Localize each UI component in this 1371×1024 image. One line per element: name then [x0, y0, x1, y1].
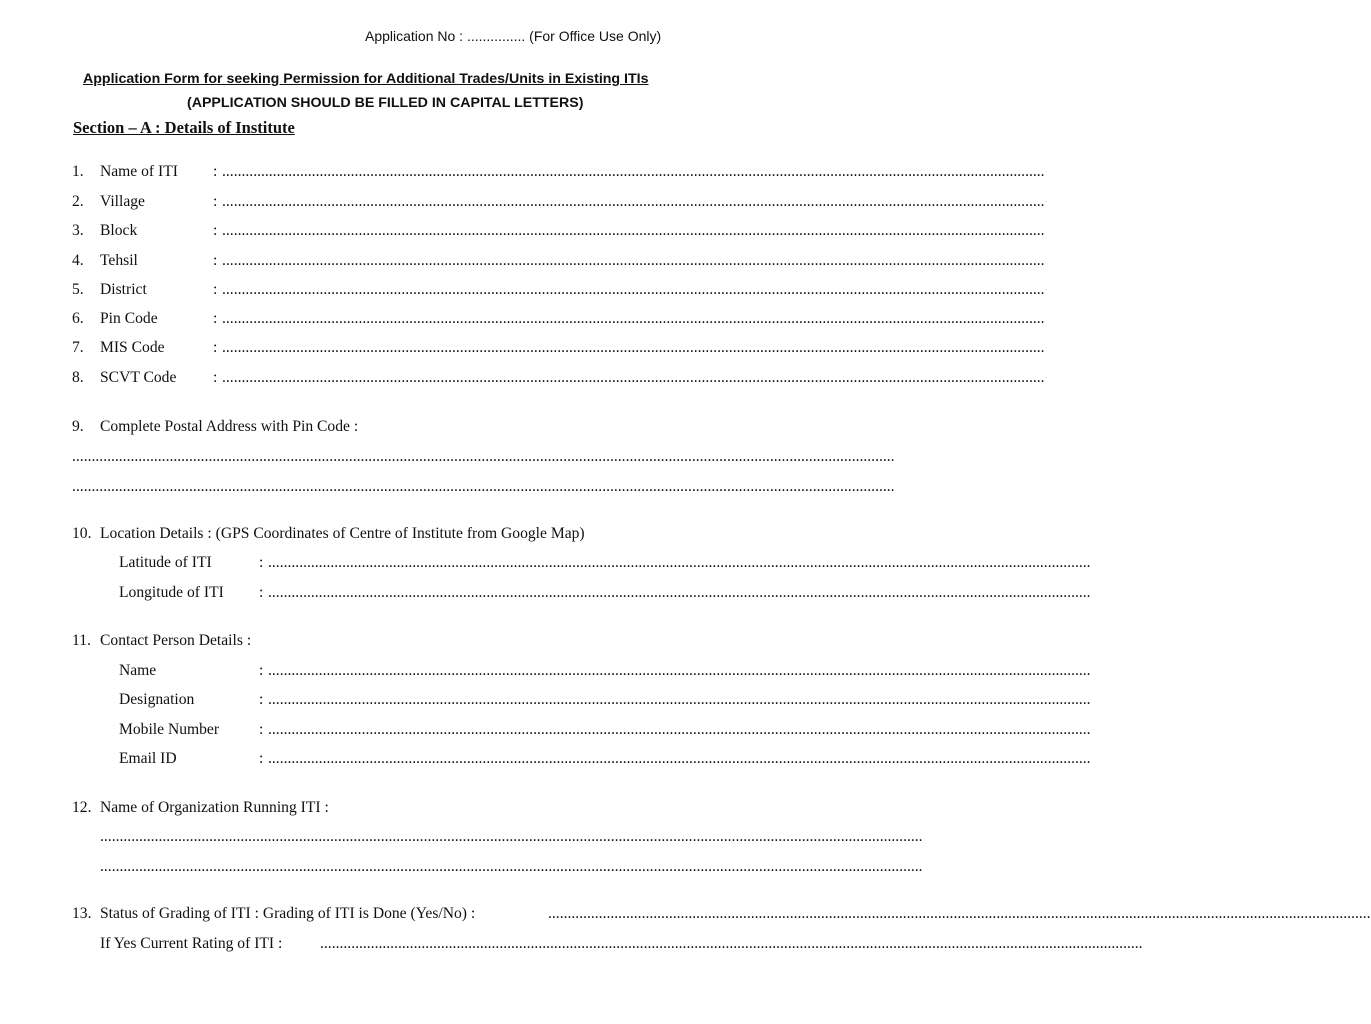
latitude-row: [72, 553, 1091, 573]
email-id-field[interactable]: ...................................................................................................................................................................................................................: [268, 750, 1091, 767]
field-colon: :: [259, 750, 264, 767]
organization-line-1[interactable]: [72, 827, 923, 847]
designation-field[interactable]: ...................................................................................................................................................................................................................: [268, 691, 1091, 708]
field-colon: :: [213, 193, 218, 210]
mobile-number-row: [72, 720, 1091, 740]
postal-address-line-2[interactable]: [72, 477, 895, 497]
organization-line-2[interactable]: [72, 857, 923, 877]
field-label: Name of Organization Running ITI :: [100, 799, 329, 816]
mis-code-field[interactable]: ...................................................................................................................................................................................................................: [222, 339, 1045, 356]
dotted-line: ...................................................................................................................................................................................................................: [72, 478, 895, 495]
field-label: Block: [100, 222, 138, 239]
field-label: Complete Postal Address with Pin Code :: [100, 418, 359, 435]
item-number: 8.: [72, 369, 84, 386]
item-number: 2.: [72, 193, 84, 210]
field-label: SCVT Code: [100, 369, 177, 386]
field-label: Name of ITI: [100, 163, 178, 180]
item-number: 10.: [72, 525, 92, 542]
application-number-line: Application No : ............... (For Office Use Only): [365, 28, 662, 44]
mis-code-row: [72, 338, 1045, 358]
name-of-iti-row: [72, 162, 1045, 182]
contact-name-row: [72, 661, 1091, 681]
field-colon: :: [259, 721, 264, 738]
tehsil-field[interactable]: ...................................................................................................................................................................................................................: [222, 252, 1045, 269]
item-number: 12.: [72, 799, 92, 816]
field-colon: :: [213, 369, 218, 386]
item-number: 5.: [72, 281, 84, 298]
mobile-number-field[interactable]: ...................................................................................................................................................................................................................: [268, 721, 1091, 738]
contact-name-field[interactable]: ...................................................................................................................................................................................................................: [268, 662, 1091, 679]
latitude-field[interactable]: ...................................................................................................................................................................................................................: [268, 554, 1091, 571]
item-number: 7.: [72, 339, 84, 356]
postal-address-line-1[interactable]: [72, 447, 895, 467]
field-colon: :: [213, 222, 218, 239]
longitude-field[interactable]: ...................................................................................................................................................................................................................: [268, 584, 1091, 601]
field-label: Tehsil: [100, 252, 138, 269]
grading-status-field[interactable]: ...................................................................................................................................................................................................................: [548, 905, 1371, 922]
field-colon: :: [259, 662, 264, 679]
section-a-heading: Section – A : Details of Institute: [73, 118, 295, 137]
village-row: [72, 192, 1045, 212]
tehsil-row: [72, 251, 1045, 271]
item-number: 9.: [72, 418, 84, 435]
field-label: Email ID: [119, 750, 177, 767]
field-label: Designation: [119, 691, 195, 708]
pin-code-row: [72, 309, 1045, 329]
district-row: [72, 280, 1045, 300]
field-colon: :: [213, 163, 218, 180]
field-label: District: [100, 281, 147, 298]
field-label: MIS Code: [100, 339, 165, 356]
village-field[interactable]: ...................................................................................................................................................................................................................: [222, 193, 1045, 210]
organization-row: [72, 798, 712, 818]
field-label: Contact Person Details :: [100, 632, 252, 649]
field-label: Pin Code: [100, 310, 158, 327]
field-label: If Yes Current Rating of ITI :: [100, 935, 283, 952]
field-colon: :: [259, 554, 264, 571]
item-number: 13.: [72, 905, 92, 922]
field-label: Location Details : (GPS Coordinates of Centre of Institute from Google Map): [100, 525, 585, 542]
field-label: Name: [119, 662, 157, 679]
scvt-code-field[interactable]: ...................................................................................................................................................................................................................: [222, 369, 1045, 386]
field-colon: :: [259, 584, 264, 601]
dotted-line: ...................................................................................................................................................................................................................: [100, 828, 923, 845]
field-label: Longitude of ITI: [119, 584, 224, 601]
designation-row: [72, 690, 1091, 710]
district-field[interactable]: ...................................................................................................................................................................................................................: [222, 281, 1045, 298]
field-colon: :: [213, 252, 218, 269]
form-subtitle: (APPLICATION SHOULD BE FILLED IN CAPITAL LETTERS): [187, 95, 584, 111]
dotted-line: ...................................................................................................................................................................................................................: [72, 448, 895, 465]
item-number: 11.: [72, 632, 91, 649]
item-number: 1.: [72, 163, 84, 180]
name-of-iti-field[interactable]: ...................................................................................................................................................................................................................: [222, 163, 1045, 180]
grading-status-row: [72, 904, 1371, 924]
field-colon: :: [213, 339, 218, 356]
scvt-code-row: [72, 368, 1045, 388]
contact-person-row: [72, 631, 712, 651]
location-details-row: [72, 524, 712, 544]
form-title: Application Form for seeking Permission for Additional Trades/Units in Existing ITIs: [83, 71, 649, 87]
field-colon: :: [213, 310, 218, 327]
item-number: 3.: [72, 222, 84, 239]
field-label: Village: [100, 193, 145, 210]
item-number: 6.: [72, 310, 84, 327]
current-rating-field[interactable]: ...................................................................................................................................................................................................................: [320, 935, 1143, 952]
email-id-row: [72, 749, 1091, 769]
block-row: [72, 221, 1045, 241]
field-label: Status of Grading of ITI : Grading of ITI is Done (Yes/No) :: [100, 905, 476, 922]
longitude-row: [72, 583, 1091, 603]
field-label: Mobile Number: [119, 721, 220, 738]
field-label: Latitude of ITI: [119, 554, 212, 571]
pin-code-field[interactable]: ...................................................................................................................................................................................................................: [222, 310, 1045, 327]
block-field[interactable]: ...................................................................................................................................................................................................................: [222, 222, 1045, 239]
item-number: 4.: [72, 252, 84, 269]
dotted-line: ...................................................................................................................................................................................................................: [100, 858, 923, 875]
field-colon: :: [213, 281, 218, 298]
current-rating-row: [72, 934, 1143, 954]
field-colon: :: [259, 691, 264, 708]
postal-address-row: [72, 417, 712, 437]
